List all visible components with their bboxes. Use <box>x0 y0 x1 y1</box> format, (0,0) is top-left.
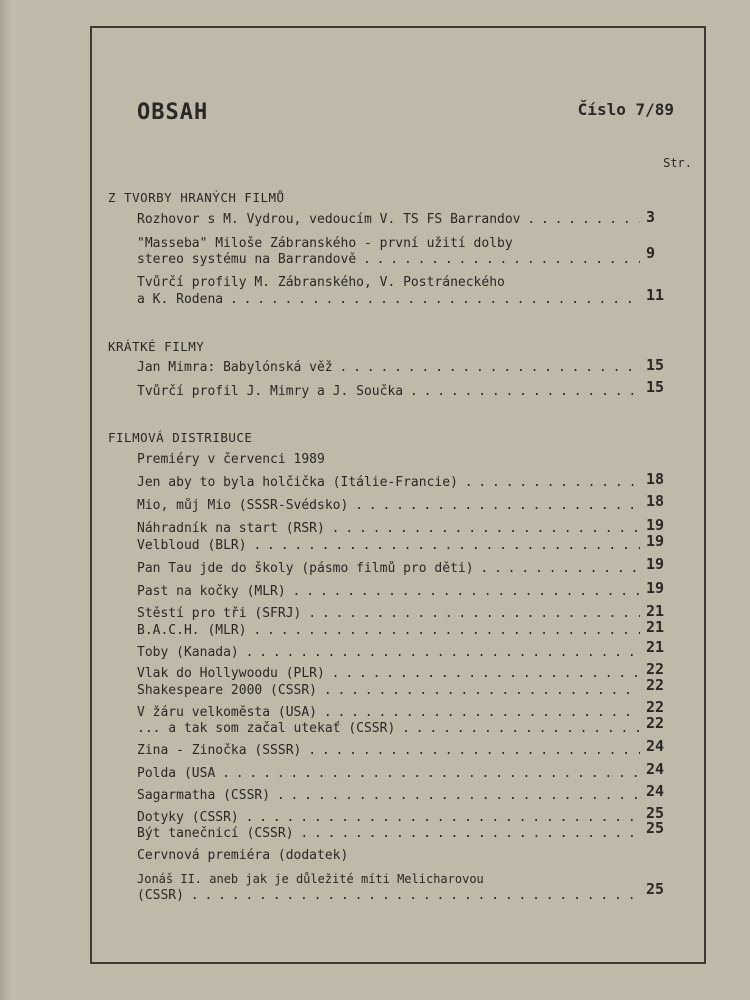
section-heading-film-distribution: FILMOVÁ DISTRIBUCE <box>108 430 253 445</box>
toc-page-number: 15 <box>646 356 665 374</box>
page-column-header: Str. <box>663 156 692 170</box>
toc-page-number: 25 <box>646 880 665 898</box>
toc-entry-line: Shakespeare 2000 (ČSSR) . . . <box>137 683 640 699</box>
toc-entry-line: Být tanečnicí (ČSSR) . . . <box>137 826 640 842</box>
toc-entry-line: Past na kočky (MLR) . . . <box>137 584 640 600</box>
toc-entry-line: "Masseba" Miloše Zábranského - první užití dolby <box>137 236 513 251</box>
toc-entry-line: stereo systému na Barrandově . . . <box>137 252 640 268</box>
toc-entry-line: Pan Tau jde do školy (pásmo filmů pro děti) . . . <box>137 561 640 577</box>
toc-entry-line: a K. Rodena . . . <box>137 292 640 308</box>
toc-entry-line: Velbloud (BLR) . . . <box>137 538 640 554</box>
toc-entry-line: Jonáš II. aneb jak je důležité míti Melicharovou <box>137 872 484 886</box>
toc-page-number: 3 <box>646 208 656 226</box>
toc-entry-line: ... a tak som začal utekať (ČSSR) . . . <box>137 721 640 737</box>
toc-entry-line: Štěstí pro tři (SFRJ) . . . <box>137 606 640 622</box>
toc-entry-line: Rozhovor s M. Vydrou, vedoucím V. TS FS Barrandov . . . <box>137 212 640 228</box>
toc-page-number: 21 <box>646 638 665 656</box>
toc-entry-line: Tvůrčí profily M. Zábranského, V. Postráneckého <box>137 275 505 290</box>
toc-entry-line: Tvůrčí profil J. Mimry a J. Součka . . . <box>137 384 640 400</box>
toc-page-number: 19 <box>646 555 665 573</box>
toc-entry-line: Jan Mimra: Babylónská věž . . . <box>137 360 640 376</box>
toc-page-number: 19 <box>646 532 665 550</box>
toc-entry-line: Polda (USA . . . <box>137 766 640 782</box>
toc-page-number: 19 <box>646 516 665 534</box>
toc-entry-line: V žáru velkoměsta (USA) . . . <box>137 705 640 721</box>
toc-page-number: 15 <box>646 378 665 396</box>
toc-entry-line: Toby (Kanada) . . . <box>137 645 640 661</box>
section-heading-short-films: KRÁTKÉ FILMY <box>108 339 205 354</box>
toc-page-number: 11 <box>646 286 665 304</box>
toc-entry-line: Jen aby to byla holčička (Itálie-Francie) . . . <box>137 475 640 491</box>
toc-entry-line: (ČSSR) . . . <box>137 888 640 904</box>
toc-page-number: 25 <box>646 804 665 822</box>
toc-page-number: 25 <box>646 819 665 837</box>
toc-entry-line: Premiéry v červenci 1989 <box>137 452 325 467</box>
toc-page-number: 21 <box>646 602 665 620</box>
toc-page-number: 9 <box>646 244 656 262</box>
toc-page-number: 19 <box>646 579 665 597</box>
toc-page-number: 24 <box>646 782 665 800</box>
toc-entry-line: Dotyky (ČSSR) . . . <box>137 810 640 826</box>
toc-entry-line: Sagarmatha (ČSSR) . . . <box>137 788 640 804</box>
toc-entry-line: Červnová premiéra (dodatek) <box>137 848 349 863</box>
section-heading-feature-films: Z TVORBY HRANÝCH FILMŮ <box>108 190 285 205</box>
toc-entry-line: Náhradník na start (RSR) . . . <box>137 521 640 537</box>
issue-number: Číslo 7/89 <box>577 100 674 119</box>
toc-page-number: 22 <box>646 714 665 732</box>
toc-page-number: 21 <box>646 618 665 636</box>
toc-page-number: 24 <box>646 760 665 778</box>
toc-page-number: 18 <box>646 492 665 510</box>
toc-page-number: 24 <box>646 737 665 755</box>
toc-page-number: 18 <box>646 470 665 488</box>
toc-entry-line: B.A.C.H. (MLR) . . . <box>137 623 640 639</box>
toc-page-number: 22 <box>646 676 665 694</box>
toc-entry-line: Zina - Zinočka (SSSR) . . . <box>137 743 640 759</box>
toc-page-number: 22 <box>646 660 665 678</box>
toc-entry-line: Vlak do Hollywoodu (PLR) . . . <box>137 666 640 682</box>
toc-page-number: 22 <box>646 698 665 716</box>
toc-entry-line: Mio, můj Mio (SSSR-Švédsko) . . . <box>137 498 640 514</box>
contents-title: OBSAH <box>137 100 209 125</box>
